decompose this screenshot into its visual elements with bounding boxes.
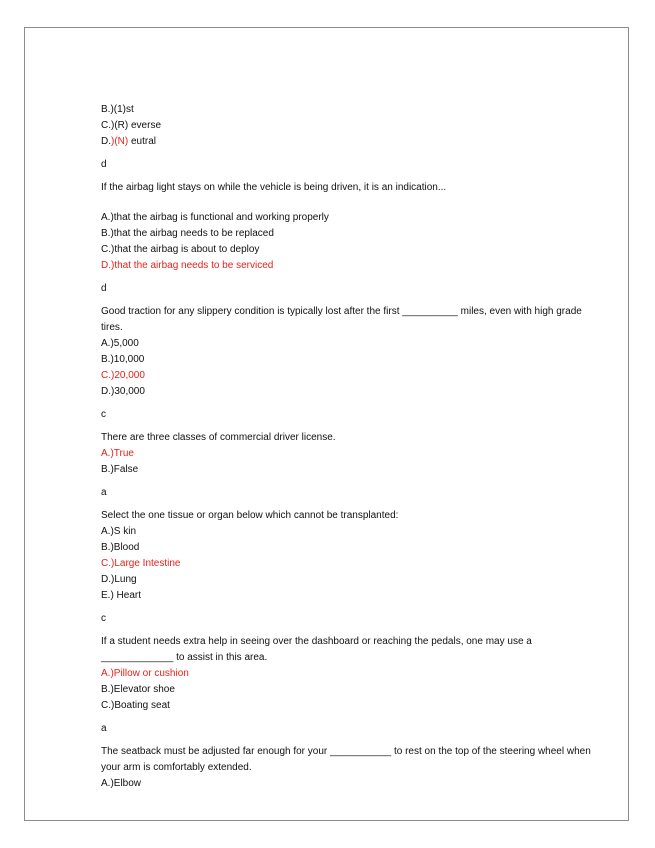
option-a: A.)5,000 bbox=[101, 338, 139, 349]
question-text: The seatback must be adjusted far enough for your ___________ to rest on the top of the steering wheel when your arm is comfortably extended. bbox=[101, 746, 591, 773]
option-c-correct: C.)Large Intestine bbox=[101, 558, 181, 569]
option-e: E.) Heart bbox=[101, 590, 142, 601]
question-text-line2: _____________ to assist in this area. bbox=[101, 652, 268, 663]
option-c: C.)Boating seat bbox=[101, 700, 170, 711]
option-a: A.)S kin bbox=[101, 526, 137, 537]
answer-key: c bbox=[101, 409, 106, 420]
question-text: Select the one tissue or organ below which cannot be transplanted: bbox=[101, 510, 399, 521]
answer-key: c bbox=[101, 613, 106, 624]
option-d bbox=[101, 134, 601, 150]
option-b: B.)Elevator shoe bbox=[101, 684, 175, 695]
document-content bbox=[101, 102, 601, 792]
option-b: B.)10,000 bbox=[101, 354, 145, 365]
option-d: D.)Lung bbox=[101, 574, 137, 585]
option-b: B.)False bbox=[101, 464, 139, 475]
question-text: Good traction for any slippery condition is typically lost after the first __________ miles, even with high grade tires. bbox=[101, 306, 582, 333]
answer-key: a bbox=[101, 487, 107, 498]
option-a: A.)Elbow bbox=[101, 778, 142, 789]
answer-key: a bbox=[101, 723, 107, 734]
option-b: B.)(1)st bbox=[101, 104, 134, 115]
question-text-line1: If a student needs extra help in seeing over the dashboard or reaching the pedals, one may use a bbox=[101, 636, 532, 647]
option-d-prefix: D. bbox=[101, 136, 111, 147]
option-b: B.)that the airbag needs to be replaced bbox=[101, 228, 274, 239]
answer-key: d bbox=[101, 283, 107, 294]
question-text: If the airbag light stays on while the vehicle is being driven, it is an indication... bbox=[101, 182, 447, 193]
option-a: A.)that the airbag is functional and working properly bbox=[101, 212, 329, 223]
option-c-correct: C.)20,000 bbox=[101, 370, 145, 381]
option-d-suffix: eutral bbox=[131, 136, 157, 147]
option-b: B.)Blood bbox=[101, 542, 140, 553]
option-a-correct: A.)Pillow or cushion bbox=[101, 668, 189, 679]
option-d-correct: D.)that the airbag needs to be serviced bbox=[101, 260, 274, 271]
option-a-correct: A.)True bbox=[101, 448, 134, 459]
option-c: C.)that the airbag is about to deploy bbox=[101, 244, 260, 255]
answer-key: d bbox=[101, 159, 107, 170]
option-d: D.)30,000 bbox=[101, 386, 145, 397]
question-text: There are three classes of commercial driver license. bbox=[101, 432, 336, 443]
document-page bbox=[24, 27, 629, 821]
option-c: C.)(R) everse bbox=[101, 120, 162, 131]
option-d-highlight: )(N) bbox=[111, 136, 131, 147]
